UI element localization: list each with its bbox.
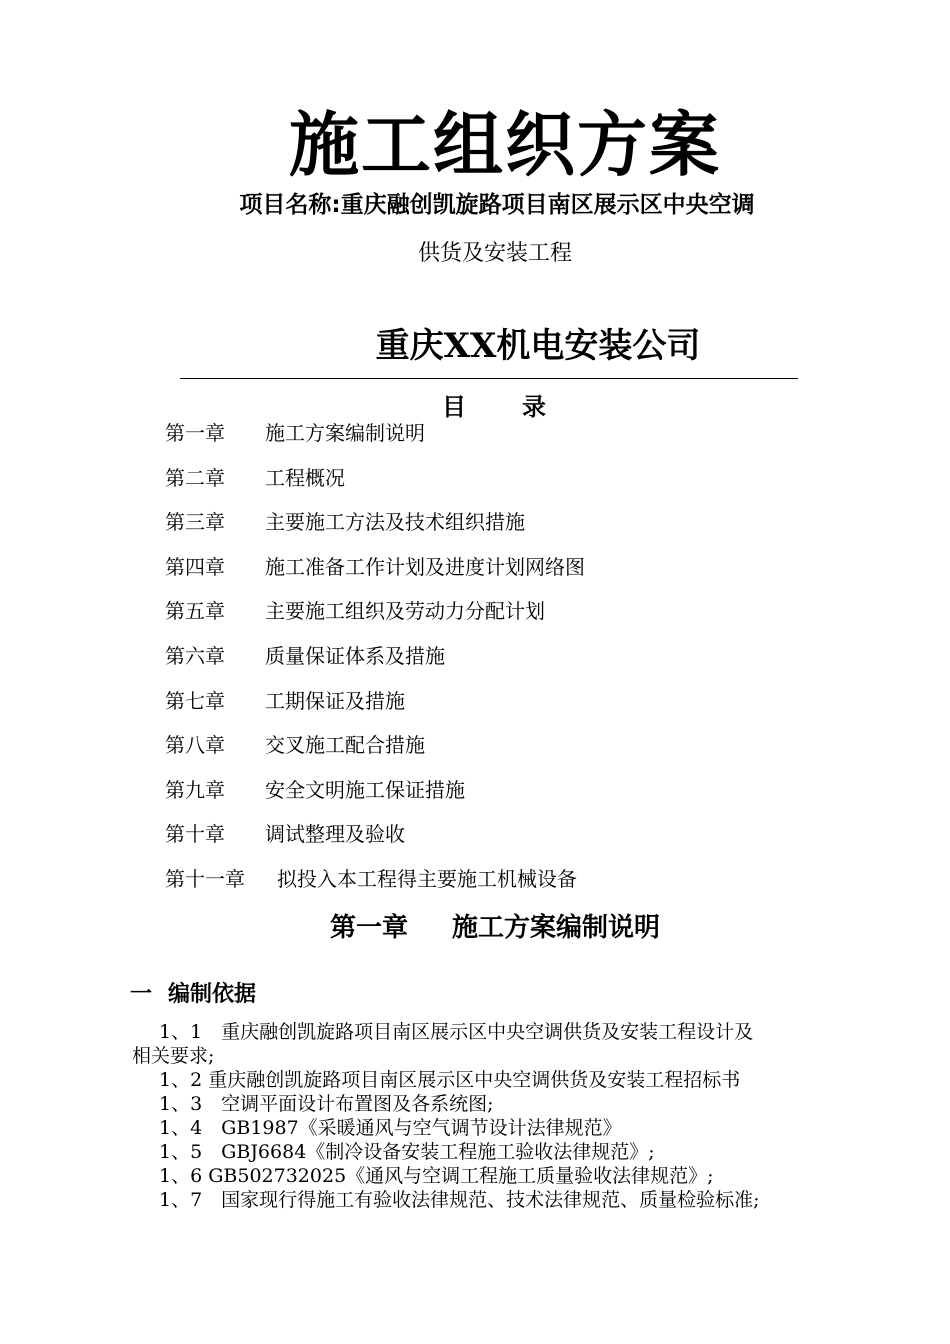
company-name: 重庆XX机电安装公司 xyxy=(375,326,701,366)
toc-item[interactable] xyxy=(165,505,585,550)
toc-item-number: 第八章 xyxy=(165,733,225,758)
basis-item-text: 1、7 国家现行得施工有验收法律规范、技术法律规范、质量检验标准; xyxy=(159,1189,760,1211)
toc-item[interactable] xyxy=(165,550,585,595)
basis-item xyxy=(159,1164,865,1188)
basis-item xyxy=(159,1188,865,1212)
toc-item-text: 调试整理及验收 xyxy=(265,822,405,847)
basis-item-text: 1、4 GB1987《采暖通风与空气调节设计法律规范》 xyxy=(159,1117,622,1139)
basis-item xyxy=(159,1140,865,1164)
toc-item-text: 质量保证体系及措施 xyxy=(265,643,445,668)
toc-item[interactable] xyxy=(165,594,585,639)
toc-item-number: 第十章 xyxy=(165,822,225,847)
title-divider xyxy=(180,378,798,379)
toc-item[interactable] xyxy=(165,773,585,818)
toc-item[interactable] xyxy=(165,728,585,773)
project-name-line-2: 供货及安装工程 xyxy=(417,241,572,266)
compilation-basis-list xyxy=(132,1020,865,1212)
basis-item xyxy=(159,1068,865,1092)
basis-item-text: 1、1 重庆融创凯旋路项目南区展示区中央空调供货及安装工程设计及 xyxy=(159,1021,754,1043)
toc-item-text: 主要施工方法及技术组织措施 xyxy=(265,510,525,535)
toc-item[interactable] xyxy=(165,862,585,907)
toc-item-number: 第三章 xyxy=(165,510,225,535)
toc-item[interactable] xyxy=(165,817,585,862)
section-title: 编制依据 xyxy=(168,982,257,1007)
toc-item-number: 第二章 xyxy=(165,465,225,490)
toc-item-number: 第七章 xyxy=(165,688,225,713)
toc-item-text: 主要施工组织及劳动力分配计划 xyxy=(265,599,545,624)
chapter-number: 第一章 xyxy=(329,913,408,943)
toc-item-number: 第五章 xyxy=(165,599,225,624)
toc-heading-left: 目 xyxy=(442,393,466,421)
basis-item-text: 1、6 GB502732025《通风与空调工程施工质量验收法律规范》; xyxy=(159,1165,714,1187)
project-name-line-1: 项目名称:重庆融创凯旋路项目南区展示区中央空调 xyxy=(239,192,755,218)
toc-item[interactable] xyxy=(165,461,585,506)
toc-item-text: 工期保证及措施 xyxy=(265,688,405,713)
toc-item-number: 第六章 xyxy=(165,643,225,668)
basis-item-continuation: 相关要求; xyxy=(132,1045,215,1067)
toc-item-text: 安全文明施工保证措施 xyxy=(265,777,465,802)
section-heading xyxy=(130,978,256,1012)
section-number: 一 xyxy=(130,982,153,1007)
toc-item-text: 拟投入本工程得主要施工机械设备 xyxy=(277,866,577,891)
toc-item-number: 第四章 xyxy=(165,554,225,579)
toc-item-text: 工程概况 xyxy=(265,465,345,490)
basis-item xyxy=(159,1116,865,1140)
toc-item-number: 第十一章 xyxy=(165,866,245,891)
basis-item-text: 1、5 GBJ6684《制冷设备安装工程施工验收法律规范》; xyxy=(159,1141,655,1163)
toc-item-number: 第九章 xyxy=(165,777,225,802)
basis-item xyxy=(132,1020,865,1068)
toc-item-text: 交叉施工配合措施 xyxy=(265,733,425,758)
basis-item-text: 1、2 重庆融创凯旋路项目南区展示区中央空调供货及安装工程招标书 xyxy=(159,1069,741,1091)
document-title: 施工组织方案 xyxy=(289,104,721,186)
toc-item-text: 施工方案编制说明 xyxy=(265,421,425,445)
chapter-title: 施工方案编制说明 xyxy=(452,913,661,943)
toc-item[interactable] xyxy=(165,639,585,684)
toc-item-text: 施工准备工作计划及进度计划网络图 xyxy=(265,554,585,579)
chapter-heading xyxy=(0,910,950,946)
table-of-contents xyxy=(165,416,585,907)
toc-heading-right: 录 xyxy=(522,393,546,421)
basis-item xyxy=(159,1092,865,1116)
toc-item[interactable] xyxy=(165,416,585,461)
toc-item-number: 第一章 xyxy=(165,421,225,445)
basis-item-text: 1、3 空调平面设计布置图及各系统图; xyxy=(159,1093,494,1115)
toc-item[interactable] xyxy=(165,684,585,729)
